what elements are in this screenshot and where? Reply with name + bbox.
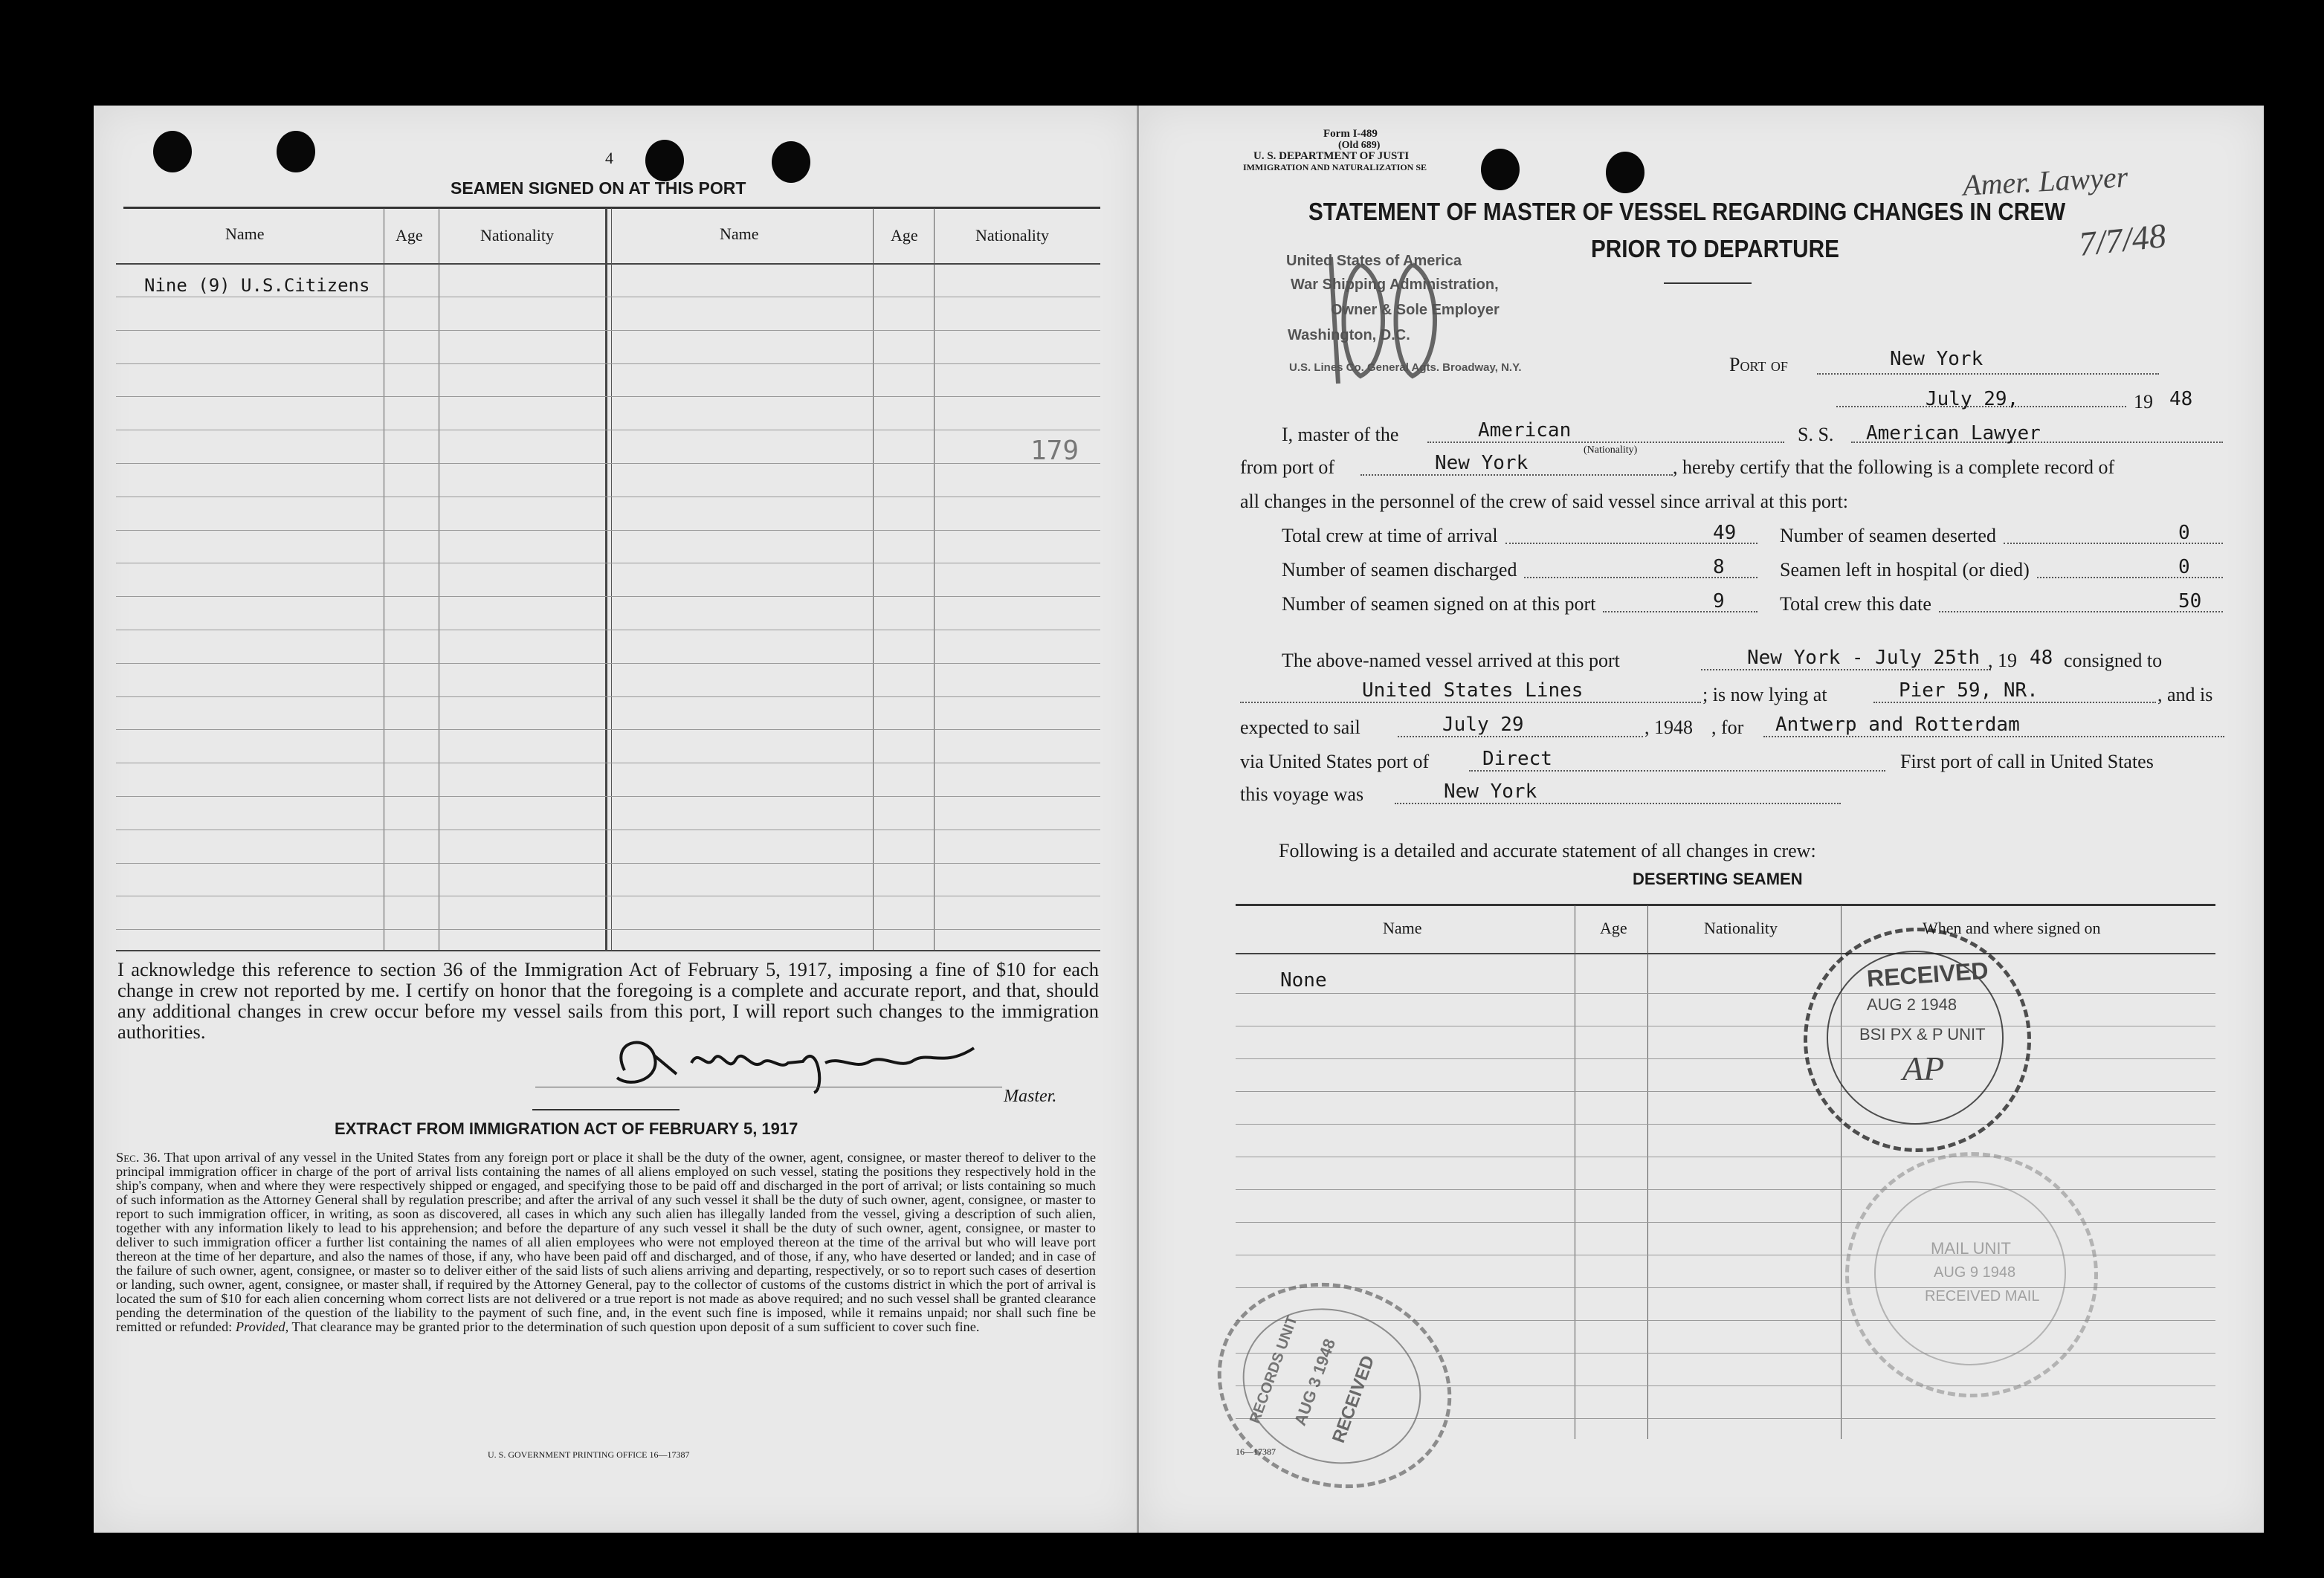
des-table-row-rule	[1236, 1058, 2215, 1059]
via-label: via United States port of	[1240, 751, 1430, 772]
records-unit-date: AUG 3 1948	[1290, 1336, 1340, 1429]
master-of-the-label: I, master of the	[1282, 424, 1399, 445]
ss-label: S. S.	[1798, 424, 1834, 445]
certify-text: , hereby certify that the following is a complete record of	[1673, 456, 2115, 478]
table-column-divider	[605, 208, 607, 951]
des-table-row-rule	[1236, 1189, 2215, 1190]
voyage-fill-line	[1395, 803, 1841, 804]
owner-stamp-line-5: U.S. Lines Co. General Agts. Broadway, N.Y.	[1289, 361, 1522, 374]
nationality-fill-line	[1427, 442, 1784, 443]
arrived-fill-line	[1701, 669, 1991, 670]
vessel-name: American Lawyer	[1866, 422, 2041, 444]
service-name: IMMIGRATION AND NATURALIZATION SE	[1243, 162, 1427, 172]
port-label: Port of	[1729, 354, 1788, 375]
voyage-label: this voyage was	[1240, 783, 1364, 805]
via-value: Direct	[1482, 748, 1552, 770]
consignee-fill-line	[1240, 702, 1701, 703]
nationality-caption: (Nationality)	[1584, 444, 1638, 456]
col-header-name-2: Name	[720, 224, 759, 243]
table-row-rule	[116, 596, 1100, 597]
stat-label: Total crew at time of arrival	[1282, 525, 1498, 546]
expected-fill-line	[1398, 736, 1643, 737]
mail-unit-date: AUG 9 1948	[1934, 1264, 2016, 1281]
extract-title-rule	[532, 1109, 680, 1110]
punch-hole	[772, 141, 810, 183]
table-row-rule	[116, 330, 1100, 331]
table-row-rule	[116, 530, 1100, 531]
des-col-when-where: When and where signed on	[1923, 919, 2101, 937]
from-port-fill-line	[1360, 474, 1673, 476]
acknowledgment-text: I acknowledge this reference to section 36 of the Immigration Act of February 5, 1917, imposing a fine of $10 for each change in crew not reported by me. I certify on honor that the foregoing is a complete and accurate report, and that, should any additional changes in crew occur before my vessel sails from this port, I will report such changes to the immigration authorities.	[117, 958, 1099, 1043]
mail-unit-text: RECEIVED MAIL	[1925, 1288, 2040, 1304]
printer-line: U. S. GOVERNMENT PRINTING OFFICE 16—17387	[488, 1449, 690, 1460]
records-unit-received: RECEIVED	[1329, 1353, 1379, 1446]
stat-fill-line	[1603, 611, 1757, 612]
arrived-year: 48	[2030, 647, 2053, 669]
lying-fill-line	[1873, 702, 2156, 703]
stat-label: Number of seamen discharged	[1282, 559, 1517, 581]
received-stamp-title: RECEIVED	[1865, 957, 1989, 992]
form-number: Form I-489	[1323, 128, 1378, 140]
table-row-rule	[116, 396, 1100, 397]
des-column-divider	[1647, 905, 1648, 1439]
punch-hole	[1606, 152, 1644, 193]
punch-hole	[645, 140, 684, 181]
from-port-label: from port of	[1240, 456, 1335, 478]
des-col-name: Name	[1383, 919, 1422, 937]
handwritten-vessel-name: Amer. Lawyer	[1961, 160, 2129, 202]
master-label: Master.	[1004, 1087, 1057, 1106]
expected-value: July 29	[1442, 714, 1524, 736]
des-table-row-rule	[1236, 993, 2215, 994]
section-36-provided: Provided,	[235, 1319, 289, 1334]
form-title-line-1: STATEMENT OF MASTER OF VESSEL REGARDING CHANGES IN CREW	[1308, 198, 2066, 225]
table-row-rule	[116, 363, 1100, 364]
table-column-divider	[611, 208, 612, 951]
consignee-value: United States Lines	[1362, 679, 1584, 702]
section-36-text	[116, 1151, 1096, 1334]
col-header-age: Age	[396, 226, 423, 245]
des-table-header-rule	[1236, 953, 2215, 954]
deserting-seamen-title: DESERTING SEAMEN	[1633, 870, 1803, 888]
for-value: Antwerp and Rotterdam	[1775, 714, 2020, 736]
master-signature	[602, 1018, 989, 1100]
stat-label: Total crew this date	[1780, 593, 1931, 615]
stat-fill-line	[2004, 543, 2223, 544]
table-column-divider	[873, 208, 874, 951]
des-table-top-rule	[1236, 904, 2215, 906]
for-label: , for	[1711, 717, 1744, 738]
arrived-label: The above-named vessel arrived at this port	[1282, 650, 1620, 671]
stat-label: Number of seamen deserted	[1780, 525, 1996, 546]
punch-hole	[1481, 149, 1520, 190]
received-stamp-unit: BSI PX & P UNIT	[1859, 1025, 1986, 1044]
mail-unit-label: MAIL UNIT	[1931, 1239, 2011, 1258]
owner-stamp-line-1: United States of America	[1286, 253, 1462, 269]
punch-hole	[153, 131, 192, 172]
table-row-rule	[116, 729, 1100, 730]
stat-fill-line	[2037, 577, 2223, 578]
lying-label: ; is now lying at	[1702, 684, 1827, 705]
stamped-number: 179	[1030, 436, 1079, 466]
title-underline	[1664, 282, 1752, 284]
stat-value: 0	[2178, 556, 2190, 578]
table-top-rule	[123, 207, 1100, 209]
section-36-label: Sec. 36.	[116, 1150, 161, 1165]
section-36-body: That upon arrival of any vessel in the United States from any foreign port or place it shall be the duty of the owner, agent, consignee, or master thereof to deliver to the principal immigration officer in charge of the port of arrival lists containing the names of all aliens employed on such vessel, stating the positions they respectively hold in the ship's company, when and where they were respectively shipped or engaged, and specifying those to be paid off and discharged in the port of arrival; or lists containing so much of such information as the Attorney General shall by regulation prescribe; and after the arrival of any such vessel it shall be the duty of such owner, agent, consignee, or master to report to such immigration officer, in writing, as soon as discovered, all cases in which any such alien has illegally landed from the vessel, giving a description of such alien, together with any information likely to lead to his apprehension; and before the departure of any such vessel it shall be the duty of such owner, agent, consignee, or master to deliver to such immigration officer a further list containing the names of all alien employees who were not employed thereon at the time of the arrival but who will leave port thereon at the time of her departure, and also the names of those, if any, who have been paid off and discharged, and of those, if any, who have deserted or landed; and in case of the failure of such owner, agent, consignee, or master so to deliver either of the said lists of such aliens arriving and departing, respectively, or so to report such cases of desertion or landing, such owner, agent, consignee, or master shall, if required by the Attorney General, pay to the collector of customs of the customs district in which the port of arrival is located the sum of $10 for each alien concerning whom correct lists are not delivered or a true report is not made as above required; and no such vessel shall be granted clearance pending the determination of the question of the liability to the payment of such fine, and, in the event such fine is imposed, while it remains unpaid; nor shall such fine be remitted or refunded:	[116, 1150, 1097, 1334]
table-column-divider	[934, 208, 935, 951]
mail-unit-stamp	[1845, 1152, 2098, 1397]
certify-text-2: all changes in the personnel of the crew of said vessel since arrival at this port:	[1240, 491, 1849, 512]
table-row-rule	[116, 463, 1100, 464]
port-fill-line	[1817, 373, 2159, 375]
records-unit-label: RECORDS UNIT	[1246, 1313, 1301, 1426]
table-row-rule	[116, 696, 1100, 697]
arrived-year-prefix: , 19	[1988, 650, 2017, 671]
lying-value: Pier 59, NR.	[1899, 679, 2039, 702]
crew-entry: Nine (9) U.S.Citizens	[144, 275, 370, 296]
punch-hole	[277, 131, 315, 172]
table-row-rule	[116, 663, 1100, 664]
col-header-age-2: Age	[891, 226, 918, 245]
stat-value: 50	[2178, 590, 2202, 612]
page-fold	[1137, 106, 1139, 1533]
owner-stamp	[1286, 250, 1598, 391]
following-text: Following is a detailed and accurate statement of all changes in crew:	[1279, 840, 1816, 861]
page-number: 4	[605, 149, 613, 167]
owner-stamp-line-4: Washington, D.C.	[1288, 327, 1410, 343]
port-value: New York	[1890, 348, 1984, 370]
and-is-label: , and is	[2157, 684, 2213, 705]
owner-stamp-line-2: War Shipping Administration,	[1291, 277, 1499, 293]
extract-title: EXTRACT FROM IMMIGRATION ACT OF FEBRUARY 5, 1917	[335, 1119, 798, 1138]
des-col-age: Age	[1600, 919, 1627, 937]
col-header-name: Name	[225, 224, 265, 243]
expected-label: expected to sail	[1240, 717, 1360, 738]
table-row-rule	[116, 796, 1100, 797]
stat-label: Seamen left in hospital (or died)	[1780, 559, 2030, 581]
col-header-nationality: Nationality	[480, 226, 554, 245]
arrived-value: New York - July 25th	[1747, 647, 1981, 669]
table-row-rule	[116, 929, 1100, 930]
col-header-nationality-2: Nationality	[975, 226, 1049, 245]
stat-value: 8	[1713, 556, 1725, 578]
department-name: U. S. DEPARTMENT OF JUSTI	[1253, 150, 1410, 162]
nationality-value: American	[1478, 419, 1572, 442]
voyage-value: New York	[1444, 780, 1537, 803]
via-fill-line	[1469, 770, 1885, 772]
received-stamp-initials: AP	[1902, 1050, 1945, 1087]
date-value: July 29,	[1926, 388, 2019, 410]
received-stamp-date: AUG 2 1948	[1867, 995, 1957, 1014]
year-prefix: 19	[2134, 391, 2153, 413]
expected-year: , 1948	[1644, 717, 1693, 738]
stat-label: Number of seamen signed on at this port	[1282, 593, 1596, 615]
des-col-nationality: Nationality	[1704, 919, 1778, 937]
des-table-row-rule	[1236, 1124, 2215, 1125]
form-code: 16—17387	[1236, 1446, 1276, 1457]
first-port-label: First port of call in United States	[1900, 751, 2154, 772]
handwritten-date: 7/7/48	[2076, 216, 2168, 264]
des-entry: None	[1280, 969, 1327, 992]
year-value: 48	[2169, 388, 2193, 410]
stat-value: 49	[1713, 522, 1737, 544]
table-bottom-rule	[116, 950, 1100, 951]
table-row-rule	[116, 863, 1100, 864]
from-port-value: New York	[1435, 452, 1529, 474]
section-title: SEAMEN SIGNED ON AT THIS PORT	[451, 178, 746, 198]
consigned-label: consigned to	[2064, 650, 2163, 671]
received-stamp	[1804, 928, 2031, 1152]
table-header-rule	[116, 263, 1100, 265]
form-old-number: (Old 689)	[1338, 140, 1381, 151]
form-title-line-2: PRIOR TO DEPARTURE	[1591, 235, 1839, 262]
stat-value: 0	[2178, 522, 2190, 544]
stat-value: 9	[1713, 590, 1725, 612]
section-36-end: That clearance may be granted prior to the determination of such question upon deposit of a sum sufficient to cover such fine.	[291, 1319, 980, 1334]
owner-stamp-line-3: Owner & Sole Employer	[1331, 302, 1500, 318]
des-table-row-rule	[1236, 1091, 2215, 1092]
for-fill-line	[1763, 736, 2224, 737]
